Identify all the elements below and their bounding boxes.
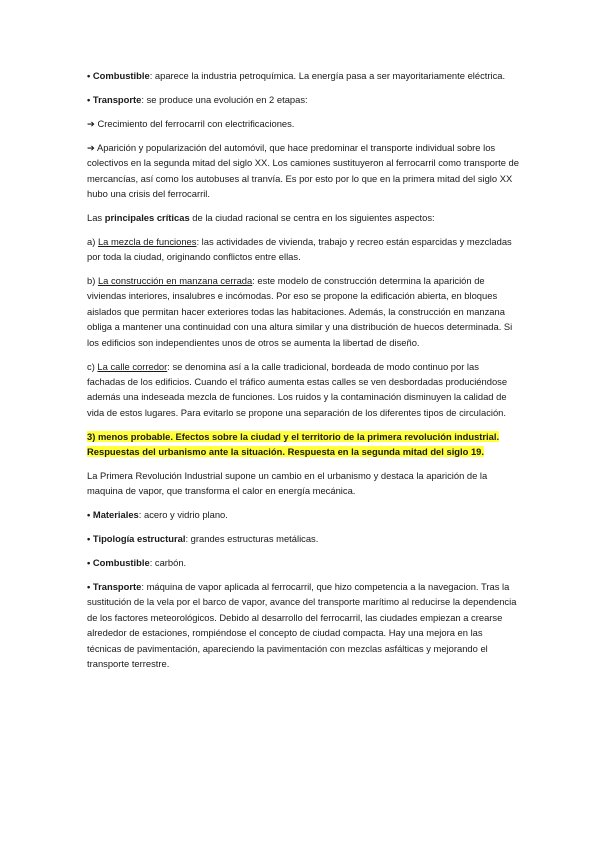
paragraph-automovil <box>87 140 519 202</box>
list-prefix: c) <box>87 360 98 372</box>
paragraph-text: : este modelo de construcción determina la aparición de viviendas interiores, insalubres e incómodas. Por eso se propone la edificación abierta, en bloques aislados que permitan hacer exteriores todas las habitaciones. Además, la construcción en manzana obliga a mantener una continuidad con una altura similar y una distribución de huecos determinada. Si los edificios son independientes unos de otros se aumenta la libertad de diseño. <box>87 275 513 348</box>
paragraph-text: : se denomina así a la calle tradicional, bordeada de modo continuo por las fachadas de los edificios. Cuando el tráfico aumenta estas calles se ven desbordadas produciéndose además una indeseada mezcla de funciones. Los ruidos y la contaminación disminuyen la calidad de vida de estos lugares. Para evitarlo se propone una separación de los diferentes tipos de circulación. <box>87 360 508 418</box>
bullet: • <box>87 93 91 105</box>
paragraph-mezcla-funciones <box>87 234 519 265</box>
term-label: Transporte <box>92 93 142 105</box>
paragraph-text: : se produce una evolución en 2 etapas: <box>141 93 308 105</box>
paragraph-criticas <box>87 210 519 225</box>
paragraph-ferrocarril <box>87 116 519 131</box>
highlight-line-2: Respuestas del urbanismo ante la situación. Respuesta en la segunda mitad del siglo 19. <box>87 446 484 458</box>
paragraph-manzana-cerrada <box>87 273 519 350</box>
bullet: • <box>87 557 91 569</box>
arrow-icon: ➔ <box>87 117 95 129</box>
term-label: Transporte <box>92 581 142 593</box>
paragraph-text: : las actividades de vivienda, trabajo y recreo están esparcidas y mezcladas por toda la ciudad, originando conflictos entre ellas. <box>87 235 512 263</box>
paragraph-transporte-1 <box>87 92 519 107</box>
term-label: Combustible <box>92 70 150 81</box>
term-label: Combustible <box>92 557 150 569</box>
list-prefix: b) <box>87 275 98 287</box>
paragraph-text: : carbón. <box>149 557 187 569</box>
paragraph-transporte-2 <box>87 579 519 671</box>
paragraph-tipologia <box>87 531 519 546</box>
paragraph-text-pre: Las <box>87 211 105 223</box>
term-label: Materiales <box>92 509 139 521</box>
paragraph-text: : acero y vidrio plano. <box>138 509 228 521</box>
highlighted-question <box>87 429 519 460</box>
paragraph-materiales <box>87 507 519 522</box>
arrow-icon: ➔ <box>87 141 95 153</box>
underlined-term: La mezcla de funciones <box>97 235 197 247</box>
paragraph-calle-corredor <box>87 359 519 421</box>
paragraph-text: Aparición y popularización del automóvil, que hace predominar el transporte individual sobre los colectivos en la segunda mitad del siglo XX. Los camiones sustituyeron al ferrocarril como transporte de mercancías, así como los autobuses al tranvía. Es por esto por lo que en la primera mitad del siglo XX hubo una crisis del ferrocarril. <box>87 141 519 199</box>
underlined-term: La construcción en manzana cerrada <box>97 275 253 287</box>
paragraph-combustible-1 <box>87 68 519 83</box>
paragraph-text: Crecimiento del ferrocarril con electrificaciones. <box>94 117 295 129</box>
underlined-term: La calle corredor <box>97 360 168 372</box>
paragraph-combustible-2 <box>87 555 519 570</box>
bold-term: principales críticas <box>104 211 190 223</box>
paragraph-text: : grandes estructuras metálicas. <box>185 533 319 545</box>
bullet: • <box>87 509 91 521</box>
bullet: • <box>87 70 91 81</box>
bullet: • <box>87 533 91 545</box>
paragraph-primera-revolucion <box>87 468 519 499</box>
term-label: Tipología estructural <box>92 533 186 545</box>
highlight-line-1: 3) menos probable. Efectos sobre la ciudad y el territorio de la primera revolución industrial. <box>87 430 500 442</box>
paragraph-text: : máquina de vapor aplicada al ferrocarril, que hizo competencia a la navegacion. Tras la sustitución de la vela por el barco de vapor, avance del transporte marítimo al reducirse la dependencia de los factores meteorológicos. Debido al desarrollo del ferrocarril, las ciudades empiezan a crearse alrededor de estaciones, rompiéndose el concepto de ciudad compacta. Hay una mejora en las técnicas de pavimentación, apareciendo la pavimentación con mezclas asfálticas y mejorando el transporte terrestre. <box>87 581 517 670</box>
list-prefix: a) <box>87 235 98 247</box>
paragraph-text: : aparece la industria petroquímica. La energía pasa a ser mayoritariamente eléctrica. <box>149 70 506 81</box>
bullet: • <box>87 581 91 593</box>
paragraph-text: La Primera Revolución Industrial supone un cambio en el urbanismo y destaca la aparición de la maquina de vapor, que transforma el calor en energía mecánica. <box>87 470 488 497</box>
paragraph-text-post: de la ciudad racional se centra en los siguientes aspectos: <box>189 211 435 223</box>
